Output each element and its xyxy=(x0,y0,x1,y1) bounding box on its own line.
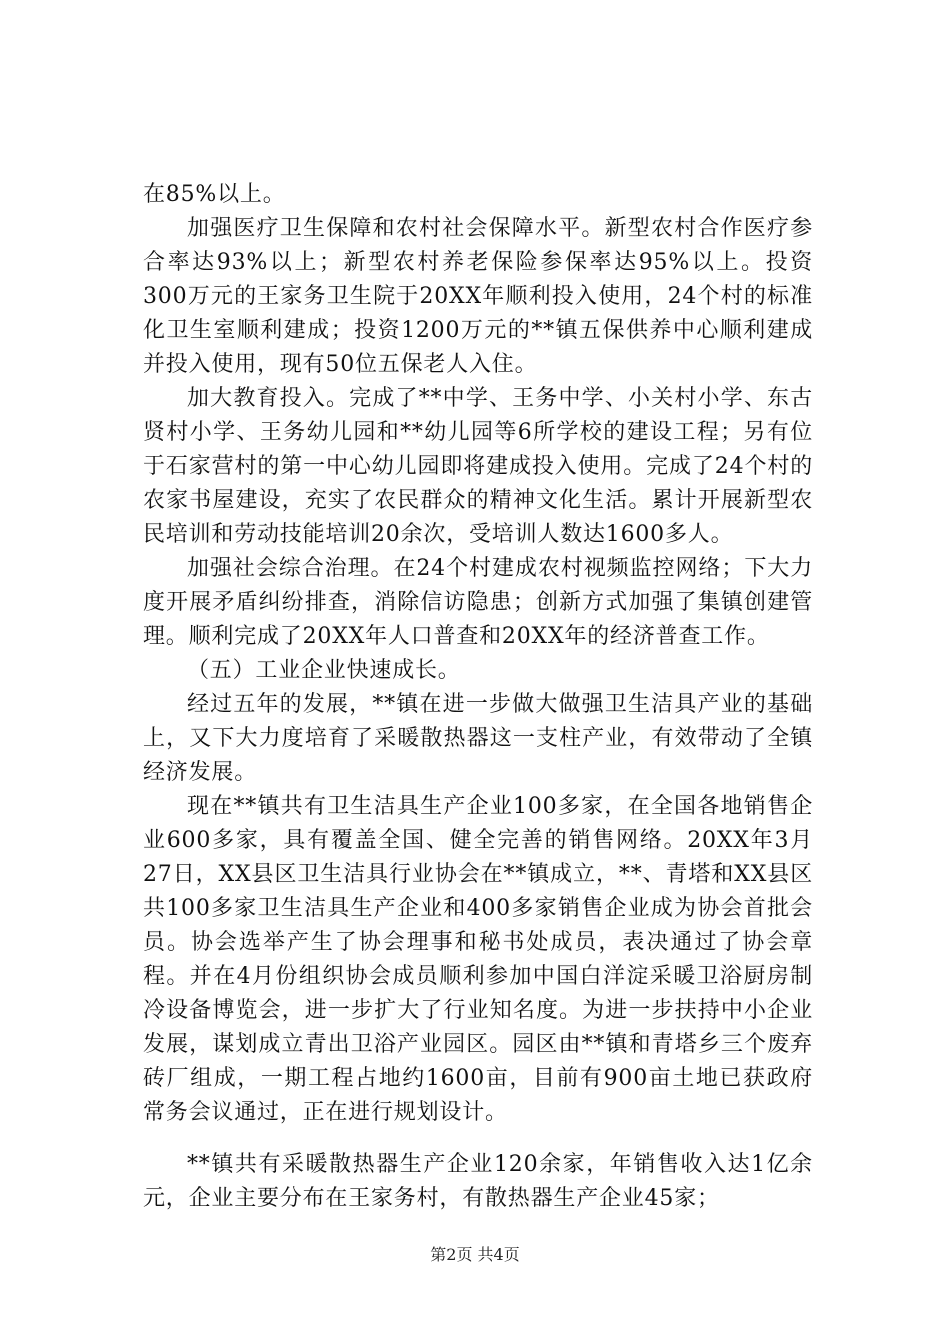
paragraph-social-governance: 加强社会综合治理。在24个村建成农村视频监控网络；下大力度开展矛盾纠纷排查，消除信访隐患；创新方式加强了集镇创建管理。顺利完成了20XX年人口普查和20XX年的经济普查工作。 xyxy=(143,556,813,649)
paragraph-industry-development: 经过五年的发展，**镇在进一步做大做强卫生洁具产业的基础上，又下大力度培育了采暖散热器这一支柱产业，有效带动了全镇经济发展。 xyxy=(143,692,813,785)
document-body xyxy=(143,178,813,1216)
paragraph-sanitary-ware: 现在**镇共有卫生洁具生产企业100多家，在全国各地销售企业600多家，具有覆盖全国、健全完善的销售网络。20XX年3月27日，XX县区卫生洁具行业协会在**镇成立，**、青塔和XX县区共100多家卫生洁具生产企业和400多家销售企业成为协会首批会员。协会选举产生了协会理事和秘书处成员，表决通过了协会章程。并在4月份组织协会成员顺利参加中国白洋淀采暖卫浴厨房制冷设备博览会，进一步扩大了行业知名度。为进一步扶持中小企业发展，谋划成立青出卫浴产业园区。园区由**镇和青塔乡三个废弃砖厂组成，一期工程占地约1600亩，目前有900亩土地已获政府常务会议通过，正在进行规划设计。 xyxy=(143,794,813,1125)
paragraph-education: 加大教育投入。完成了**中学、王务中学、小关村小学、东古贤村小学、王务幼儿园和**幼儿园等6所学校的建设工程；另有位于石家营村的第一中心幼儿园即将建成投入使用。完成了24个村的农家书屋建设，充实了农民群众的精神文化生活。累计开展新型农民培训和劳动技能培训20余次，受培训人数达1600多人。 xyxy=(143,386,813,547)
page-number-footer: 第2页 共4页 xyxy=(430,1245,520,1264)
paragraph-continuation: 在85%以上。 xyxy=(143,182,286,207)
paragraph-medical-security: 加强医疗卫生保障和农村社会保障水平。新型农村合作医疗参合率达93%以上；新型农村养老保险参保率达95%以上。投资300万元的王家务卫生院于20XX年顺利投入使用，24个村的标准化卫生室顺利建成；投资1200万元的**镇五保供养中心顺利建成并投入使用，现有50位五保老人入住。 xyxy=(143,216,813,377)
paragraph-radiator: **镇共有采暖散热器生产企业120余家，年销售收入达1亿余元，企业主要分布在王家务村，有散热器生产企业45家； xyxy=(143,1152,813,1211)
section-heading-industry: （五）工业企业快速成长。 xyxy=(187,658,461,683)
